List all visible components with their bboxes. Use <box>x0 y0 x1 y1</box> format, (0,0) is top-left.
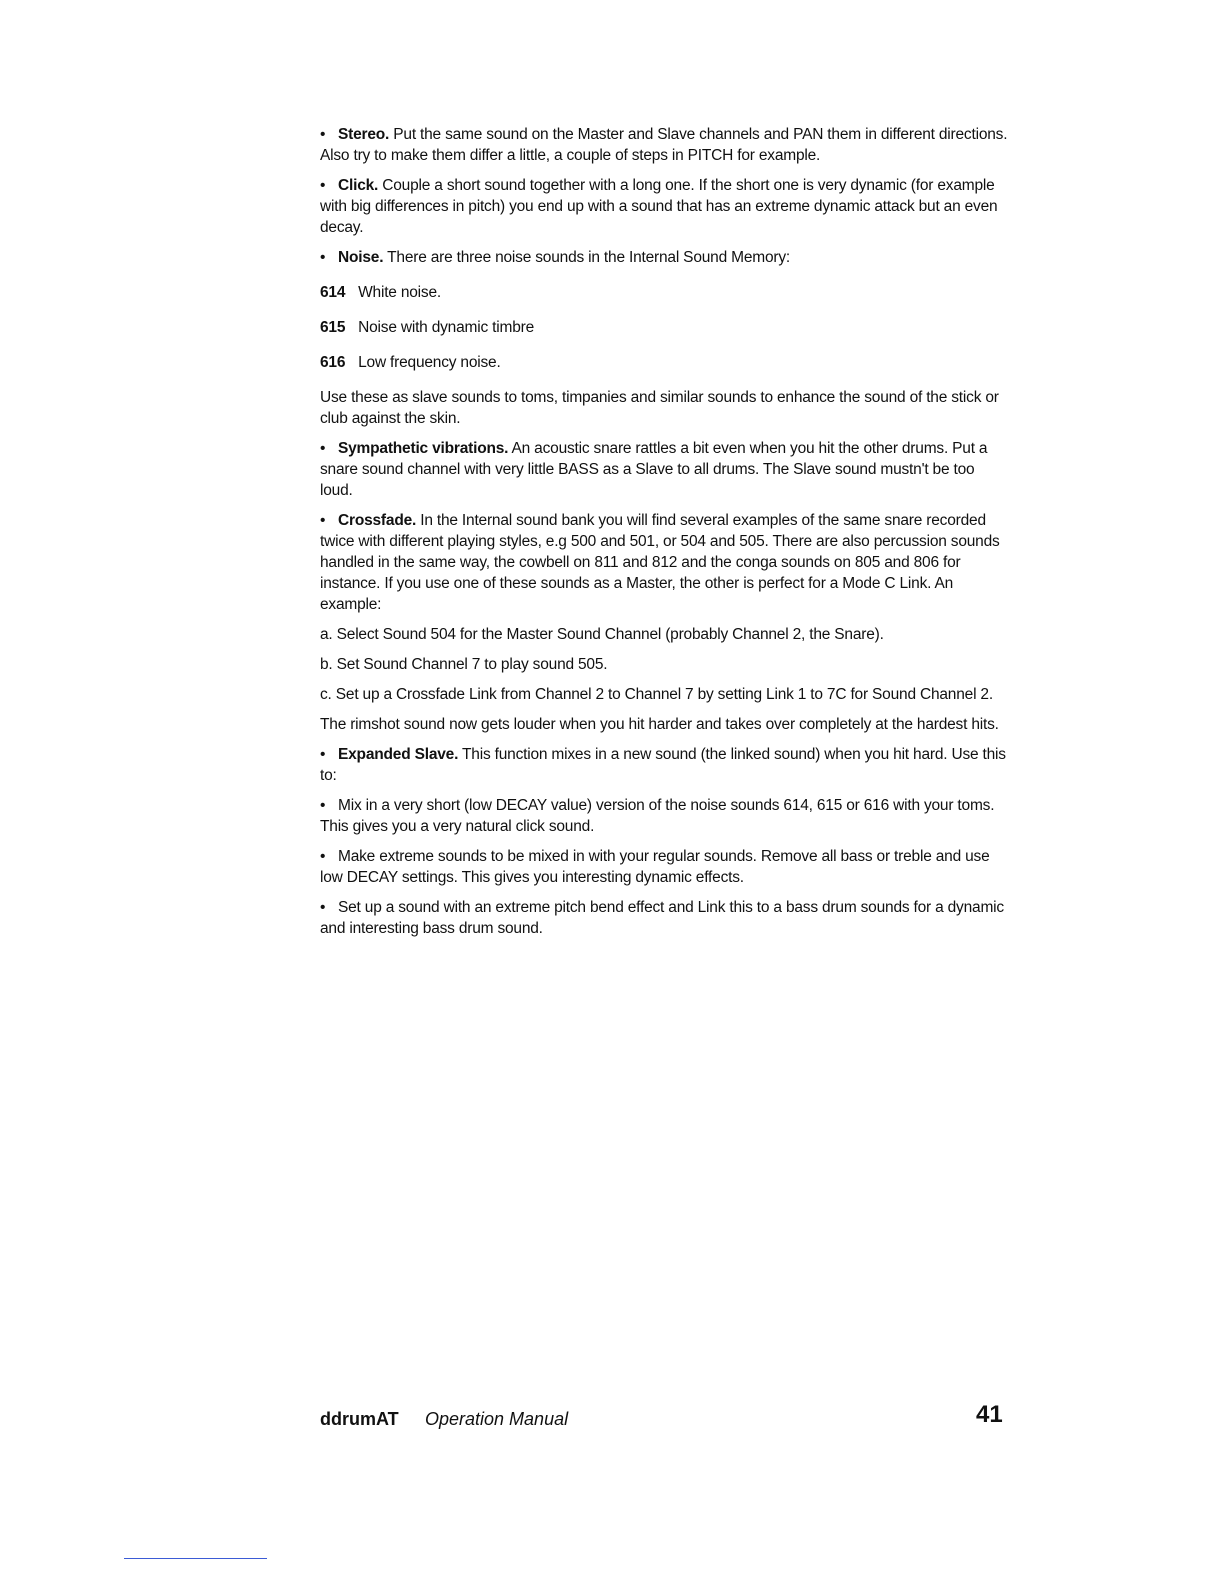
click-term: Click. <box>338 177 379 194</box>
bullet: • <box>320 797 326 814</box>
step-item: b. Set Sound Channel 7 to play sound 505. <box>320 656 608 673</box>
stereo-paragraph <box>320 124 1010 166</box>
click-text: Couple a short sound together with a long one. If the short one is very dynamic (for example with big differences in pitch) you end up with a sound that has an extreme dynamic attack but an even decay. <box>320 177 998 236</box>
use-item <box>320 795 1010 837</box>
stereo-term: Stereo. <box>338 126 390 143</box>
expanded-slave-text: This function mixes in a new sound (the linked sound) when you hit hard. Use this to: <box>320 746 1006 784</box>
click-paragraph <box>320 175 1010 238</box>
step-item: a. Select Sound 504 for the Master Sound Channel (probably Channel 2, the Snare). <box>320 626 884 643</box>
rimshot-paragraph: The rimshot sound now gets louder when you hit harder and takes over completely at the hardest hits. <box>320 716 999 733</box>
bullet: • <box>320 899 326 916</box>
footer-manual-title: Operation Manual <box>425 1409 569 1429</box>
noise-item-number: 616 <box>320 354 346 371</box>
crossfade-term: Crossfade. <box>338 512 417 529</box>
bullet: • <box>320 249 326 266</box>
noise-text: There are three noise sounds in the Internal Sound Memory: <box>383 249 790 266</box>
use-item-text: Make extreme sounds to be mixed in with your regular sounds. Remove all bass or treble and use low DECAY settings. This gives you interesting dynamic effects. <box>320 848 990 886</box>
page-number: 41 <box>976 1401 1003 1428</box>
sympathetic-paragraph <box>320 438 1010 501</box>
use-item <box>320 846 1010 888</box>
noise-item <box>320 282 1010 303</box>
use-item <box>320 897 1010 939</box>
expanded-slave-paragraph <box>320 744 1010 786</box>
bullet: • <box>320 746 326 763</box>
noise-item-text: White noise. <box>358 284 441 301</box>
bullet: • <box>320 512 326 529</box>
noise-item-number: 615 <box>320 319 346 336</box>
crossfade-text: In the Internal sound bank you will find several examples of the same snare recorded twice with different playing styles, e.g 500 and 501, or 504 and 505. There are also percussion sounds handled in the same way, the cowbell on 811 and 812 and the conga sounds on 805 and 806 for instance. If you use one of these sounds as a Master, the other is perfect for a Mode C Link. An example: <box>320 512 1000 613</box>
bullet: • <box>320 440 326 457</box>
expanded-slave-term: Expanded Slave. <box>338 746 459 763</box>
bullet: • <box>320 126 326 143</box>
use-item-text: Set up a sound with an extreme pitch bend effect and Link this to a bass drum sounds for a dynamic and interesting bass drum sound. <box>320 899 1004 937</box>
bullet: • <box>320 177 326 194</box>
manual-body <box>320 124 1010 948</box>
noise-item-number: 614 <box>320 284 346 301</box>
stereo-text: Put the same sound on the Master and Slave channels and PAN them in different directions. Also try to make them differ a little, a couple of steps in PITCH for example. <box>320 126 1008 164</box>
sympathetic-term: Sympathetic vibrations. <box>338 440 509 457</box>
noise-item <box>320 317 1010 338</box>
slave-usage-paragraph: Use these as slave sounds to toms, timpanies and similar sounds to enhance the sound of the stick or club against the skin. <box>320 389 999 427</box>
noise-item-text: Low frequency noise. <box>358 354 501 371</box>
bullet: • <box>320 848 326 865</box>
crossfade-paragraph <box>320 510 1010 615</box>
noise-paragraph <box>320 247 1010 268</box>
use-item-text: Mix in a very short (low DECAY value) version of the noise sounds 614, 615 or 616 with your toms. This gives you a very natural click sound. <box>320 797 995 835</box>
footer-brand: ddrumAT <box>320 1409 399 1429</box>
noise-item <box>320 352 1010 373</box>
sympathetic-text: An acoustic snare rattles a bit even when you hit the other drums. Put a snare sound channel with very little BASS as a Slave to all drums. The Slave sound mustn't be too loud. <box>320 440 988 499</box>
step-item: c. Set up a Crossfade Link from Channel 2 to Channel 7 by setting Link 1 to 7C for Sound Channel 2. <box>320 686 993 703</box>
noise-term: Noise. <box>338 249 384 266</box>
footer-rule <box>124 1558 267 1559</box>
noise-item-text: Noise with dynamic timbre <box>358 319 535 336</box>
